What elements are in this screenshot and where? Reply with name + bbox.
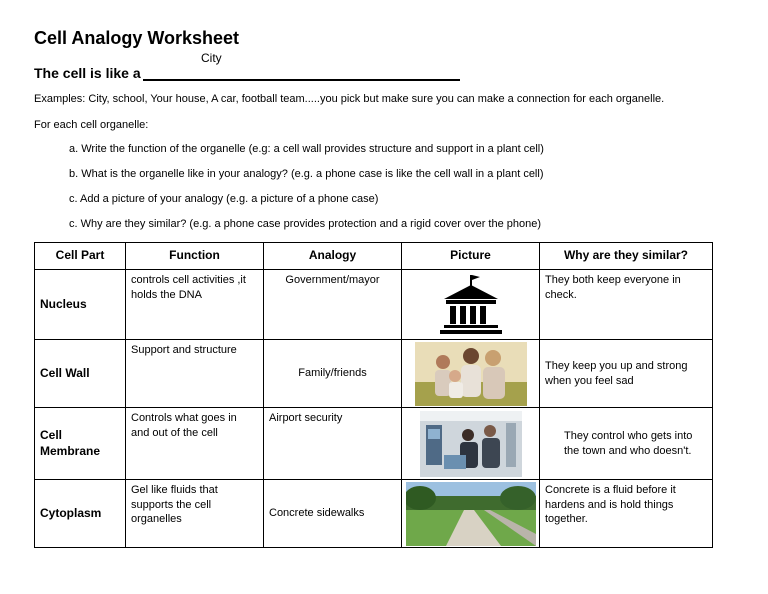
table-row (35, 270, 713, 340)
instruction-step: c. Why are they similar? (e.g. a phone case provides protection and a rigid cover over the phone) (69, 218, 542, 230)
worksheet-title: Cell Analogy Worksheet (34, 28, 240, 48)
header-cell-part: Cell Part (35, 243, 126, 270)
cell-part: Cell Wall (35, 340, 126, 408)
instruction-step: a. Write the function of the organelle (e.g: a cell wall provides structure and support in a plant cell) (69, 143, 544, 155)
header-analogy: Analogy (264, 243, 402, 270)
picture-cell (402, 408, 540, 480)
analogy-table (34, 242, 713, 548)
cell-part: Cytoplasm (35, 480, 126, 548)
header-similar: Why are they similar? (540, 243, 713, 270)
analogy-cell: Government/mayor (264, 270, 402, 340)
family-photo (415, 342, 527, 406)
answer-blank-line (143, 79, 460, 81)
cell-part: Cell Membrane (35, 408, 126, 480)
similar-cell: They both keep everyone in check. (540, 270, 713, 340)
sidewalk-photo (406, 482, 536, 546)
table-row (35, 408, 713, 480)
analogy-prompt: The cell is like a (34, 65, 141, 81)
examples-text: Examples: City, school, Your house, A car, football team.....you pick but make sure you can make a connection for each organelle. (34, 93, 665, 105)
table-header-row (35, 243, 713, 270)
analogy-cell: Airport security (264, 408, 402, 480)
analogy-answer: City (201, 51, 222, 65)
instruction-step: b. What is the organelle like in your analogy? (e.g. a phone case is like the cell wall in a plant cell) (69, 168, 544, 180)
header-picture: Picture (402, 243, 540, 270)
cell-part: Nucleus (35, 270, 126, 340)
picture-cell (402, 340, 540, 408)
picture-cell (402, 270, 540, 340)
function-cell: Gel like fluids that supports the cell organelles (126, 480, 264, 548)
instruction-step: c. Add a picture of your analogy (e.g. a picture of a phone case) (69, 193, 379, 205)
analogy-cell: Concrete sidewalks (264, 480, 402, 548)
picture-cell (402, 480, 540, 548)
instructions-intro: For each cell organelle: (34, 119, 149, 131)
header-function: Function (126, 243, 264, 270)
similar-cell: Concrete is a fluid before it hardens and is hold things together. (540, 480, 713, 548)
table-row (35, 340, 713, 408)
similar-cell: They control who gets into the town and who doesn't. (540, 408, 713, 480)
government-building-icon (438, 273, 504, 337)
airport-security-photo (420, 411, 522, 477)
table-row (35, 480, 713, 548)
analogy-cell: Family/friends (264, 340, 402, 408)
function-cell: Support and structure (126, 340, 264, 408)
similar-cell: They keep you up and strong when you feel sad (540, 340, 713, 408)
function-cell: Controls what goes in and out of the cell (126, 408, 264, 480)
function-cell: controls cell activities ,it holds the DNA (126, 270, 264, 340)
